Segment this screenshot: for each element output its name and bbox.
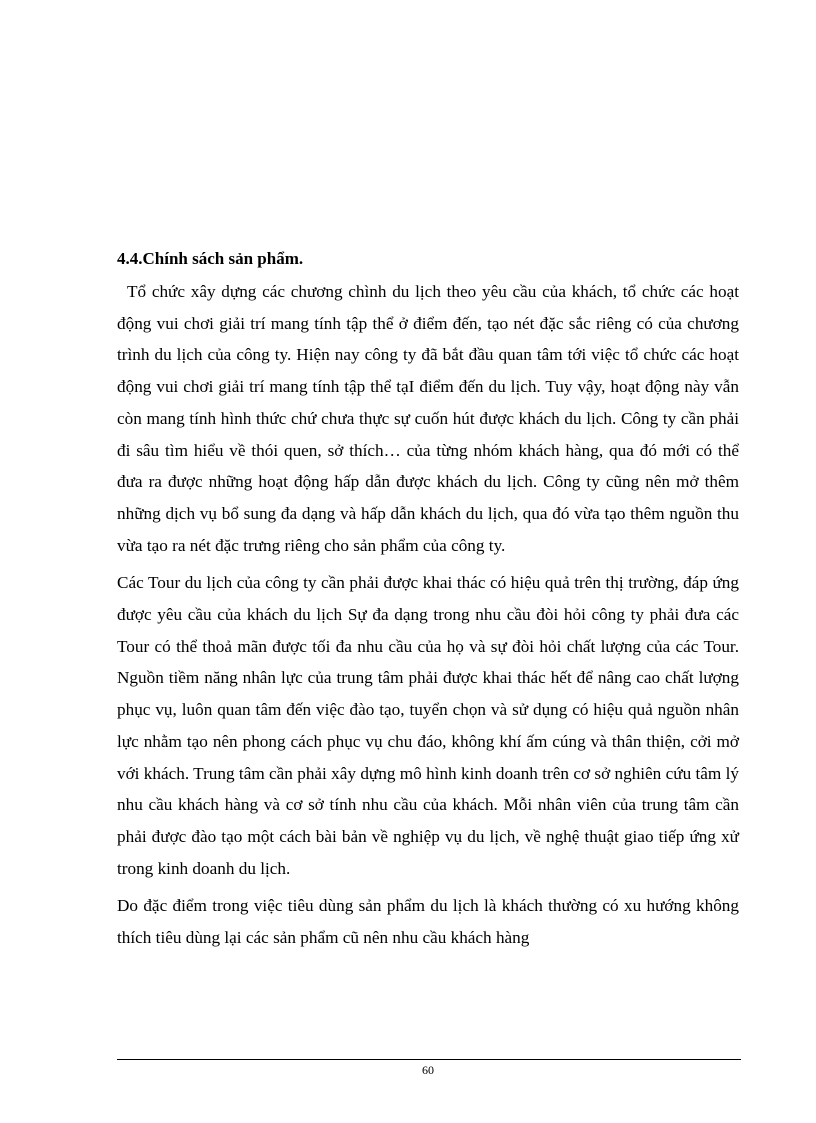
page-number: 60 <box>422 1063 434 1077</box>
section-heading: 4.4.Chính sách sản phẩm. <box>117 249 304 268</box>
footer-divider <box>117 1059 741 1060</box>
page-content <box>117 246 739 960</box>
paragraph-1: Tổ chức xây dựng các chương chình du lịch theo yêu cầu của khách, tổ chức các hoạt động vui chơi giải trí mang tính tập thể ở điểm đến, tạo nét đặc sắc riêng có của chương trình du lịch của công ty. Hiện nay công ty đã bắt đầu quan tâm tới việc tổ chức các hoạt động vui chơi giải trí mang tính tập thể tạI điểm đến du lịch. Tuy vậy, hoạt động này vẫn còn mang tính hình thức chứ chưa thực sự cuốn hút được khách du lịch. Công ty cần phải đi sâu tìm hiểu về thói quen, sở thích… của từng nhóm khách hàng, qua đó mới có thể đưa ra được những hoạt động hấp dẫn được khách du lịch. Công ty cũng nên mở thêm những dịch vụ bổ sung đa dạng và hấp dẫn khách du lịch, qua đó vừa tạo thêm nguồn thu vừa tạo ra nét đặc trưng riêng cho sản phẩm của công ty. <box>117 282 739 555</box>
paragraph-3: Do đặc điểm trong việc tiêu dùng sản phẩm du lịch là khách thường có xu hướng không thích tiêu dùng lại các sản phẩm cũ nên nhu cầu khách hàng <box>117 896 739 948</box>
paragraph-2: Các Tour du lịch của công ty cần phải được khai thác có hiệu quả trên thị trường, đáp ứng được yêu cầu của khách du lịch Sự đa dạng trong nhu cầu đòi hỏi công ty phải đưa các Tour có thể thoả mãn được tối đa nhu cầu của họ và sự đòi hỏi chất lượng của các Tour. Nguồn tiềm năng nhân lực của trung tâm phải được khai thác hết để nâng cao chất lượng phục vụ, luôn quan tâm đến việc đào tạo, tuyển chọn và sử dụng có hiệu quả nguồn nhân lực nhằm tạo nên phong cách phục vụ chu đáo, không khí ấm cúng và thân thiện, cởi mở với khách. Trung tâm cần phải xây dựng mô hình kinh doanh trên cơ sở nghiên cứu tâm lý nhu cầu khách hàng và cơ sở tính nhu cầu của khách. Mỗi nhân viên của trung tâm cần phải được đào tạo một cách bài bản về nghiệp vụ du lịch, về nghệ thuật giao tiếp ứng xử trong kinh doanh du lịch. <box>117 573 739 878</box>
